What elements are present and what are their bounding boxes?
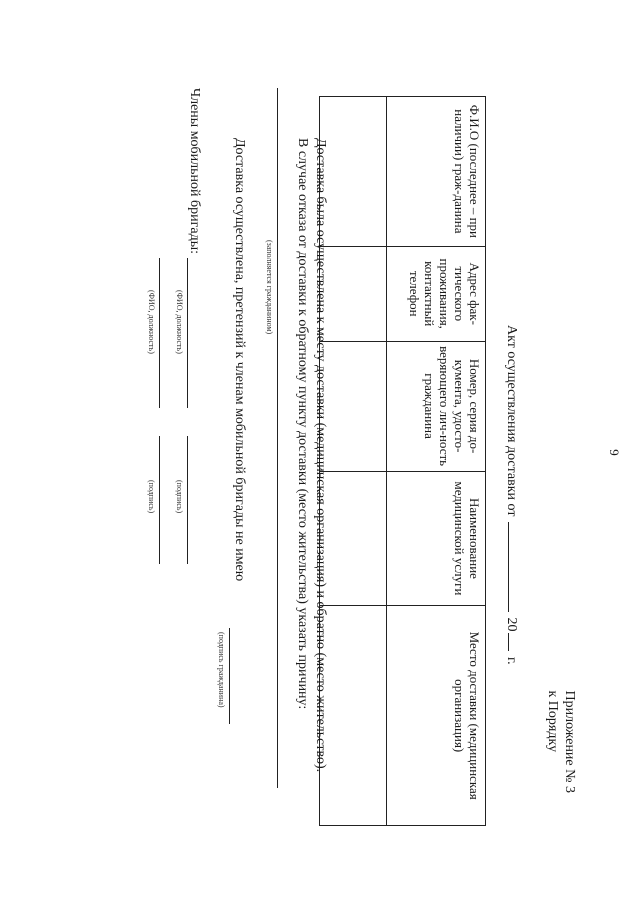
team-members-label: Члены мобильной бригады: [187, 88, 202, 255]
citizen-signature-line[interactable] [229, 628, 230, 724]
date-blank [508, 522, 522, 612]
table-row [320, 97, 387, 826]
appendix-reference: к Порядку [545, 690, 560, 753]
reason-line[interactable] [277, 88, 278, 788]
member1-position-caption: (ФИО, должность) [175, 290, 184, 354]
table-cell[interactable] [320, 471, 387, 606]
act-title [503, 325, 522, 665]
citizen-caption: (заполняется гражданином) [265, 240, 274, 335]
member2-position-caption: (ФИО, должность) [147, 290, 156, 354]
table-header-fio: Ф.И.О (последнее – при наличии) граж-данина [387, 97, 486, 247]
table-header-place: Место доставки (медицинская организация) [387, 606, 486, 826]
act-title-prefix: Акт осуществления доставки от [504, 325, 519, 517]
member2-name-line[interactable] [159, 258, 160, 408]
table-header-address: Адрес фак-тического проживания, контактный телефон [387, 246, 486, 341]
act-title-suffix: г. [504, 656, 519, 665]
table-header-service: Наименование медицинской услуги [387, 471, 486, 606]
delivery-table [319, 96, 486, 826]
table-cell[interactable] [320, 606, 387, 826]
appendix-header [544, 691, 578, 794]
table-cell[interactable] [320, 97, 387, 247]
table-header-document: Номер, серия до-кумента, удосто-веряющего лич-ность гражданина [387, 341, 486, 471]
page-number: 9 [607, 449, 622, 456]
year-blank [508, 633, 522, 651]
refusal-statement: В случае отказа от доставки к обратному пункту доставки (место жительства) указать причину: [295, 138, 310, 710]
act-title-year: 20 [504, 617, 519, 632]
member1-signature-line[interactable] [187, 436, 188, 564]
delivery-statement: Доставка была осуществлена к месту доставки (медицинская организация) и обратно (место жительство). [313, 138, 328, 773]
table-cell[interactable] [320, 341, 387, 471]
member2-signature-caption: (подпись) [147, 480, 156, 514]
table-cell[interactable] [320, 246, 387, 341]
member1-signature-caption: (подпись) [175, 480, 184, 514]
appendix-number: Приложение № 3 [562, 690, 577, 793]
citizen-signature-caption: (подпись гражданина) [217, 632, 226, 708]
no-claims-statement: Доставка осуществлена, претензий к членам мобильной бригады не имею [232, 138, 247, 582]
member1-name-line[interactable] [187, 258, 188, 408]
table-header-row [387, 97, 486, 826]
member2-signature-line[interactable] [159, 436, 160, 564]
